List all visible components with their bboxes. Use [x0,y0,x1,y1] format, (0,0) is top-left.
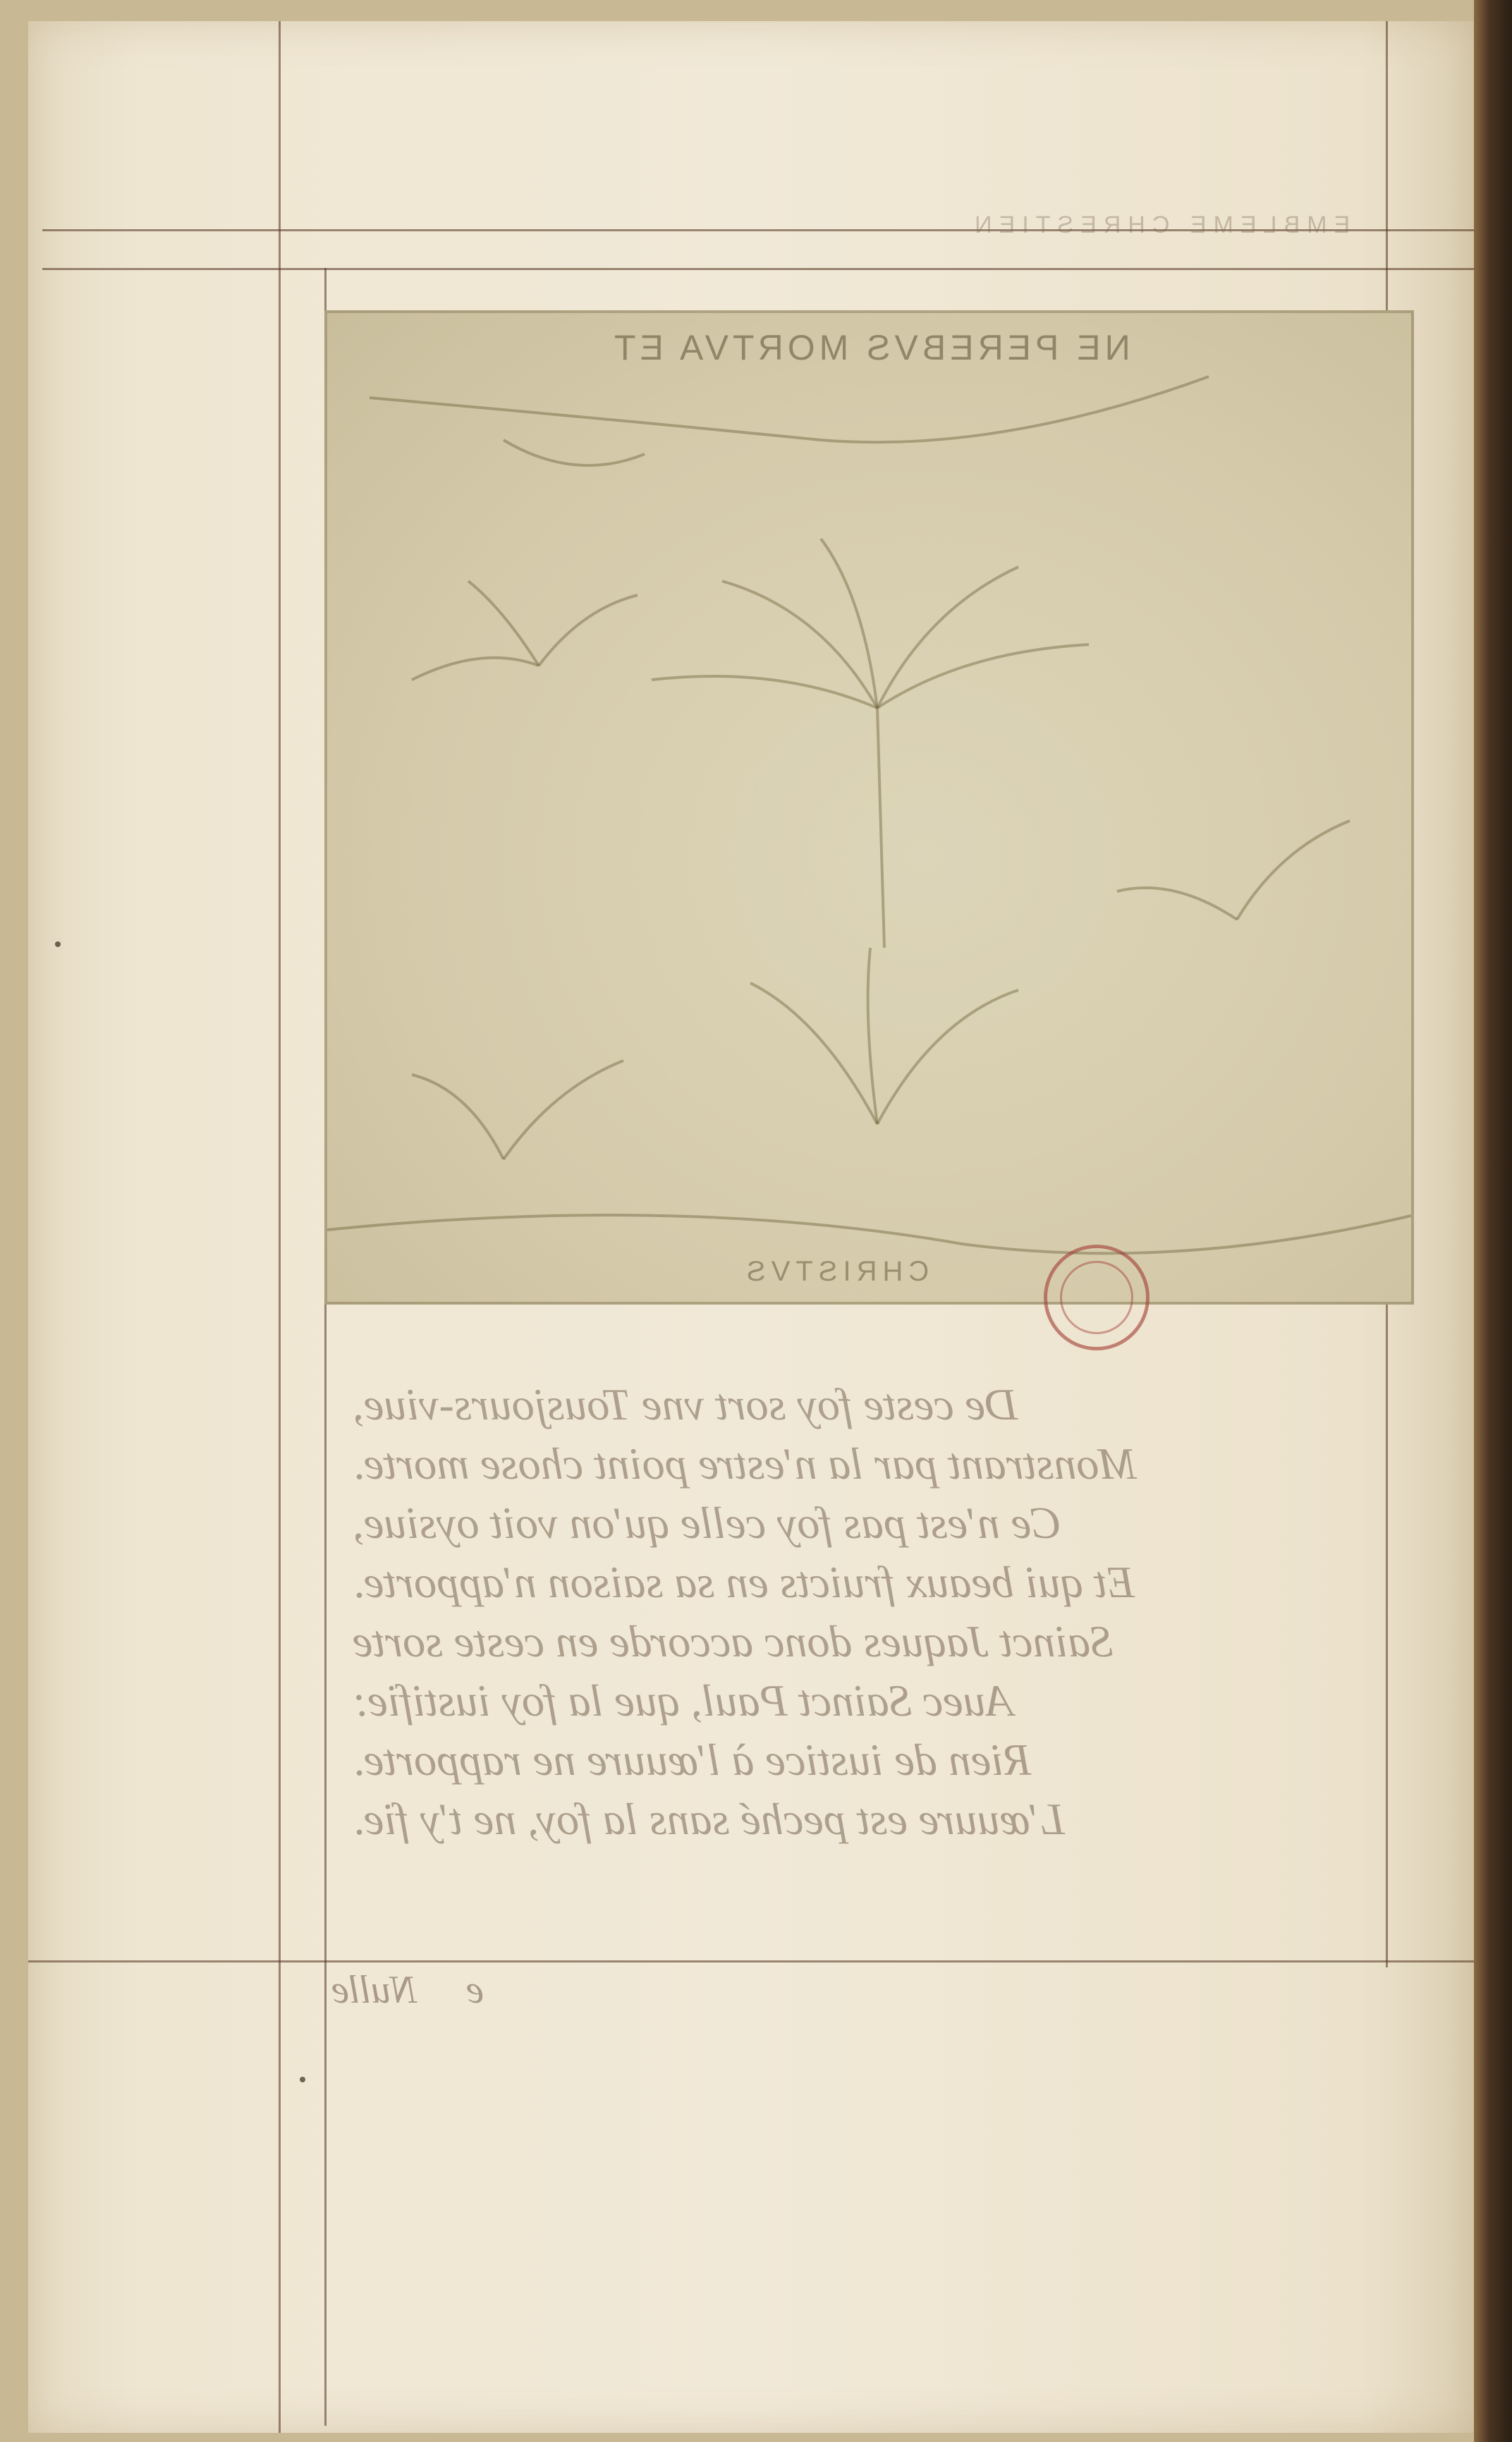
verse-line: Sainct Jaques donc accorde en ceste sorte [353,1616,1114,1666]
ink-speck [300,2077,305,2082]
engraving-motto: NE PEREBVS MORTVA ET [610,328,1130,367]
verse-line: Rien de iustice à l'œuure ne rapporte. [353,1735,1032,1785]
verse-block [353,1375,1432,1849]
rule-vertical-left [279,21,281,2433]
rule-horizontal-bottom [28,1960,1474,1962]
engraving-caption: CHRISTVS [740,1256,929,1287]
ink-speck [55,941,61,947]
verse-line: Monstrant par la n'estre point chose morte. [353,1439,1137,1489]
rule-horizontal-top-2 [42,268,1474,270]
book-binding [1474,0,1512,2442]
library-stamp [1044,1245,1150,1350]
catchword: Nulle e [331,1968,484,2012]
verse-line: De ceste foy sort vne Tousjours-viue, [353,1379,1018,1429]
verse-line: Ce n'est pas foy celle qu'on voit oysiue, [353,1498,1061,1548]
signature-mark: e [466,1968,484,2012]
verse-line: Auec Sainct Paul, que la foy iustifie: [353,1675,1013,1726]
verse-line: L'œuure est peché sans la foy, ne t'y fie. [353,1794,1065,1844]
engraving-illustration [327,313,1411,1302]
running-title: EMBLEME CHRESTIEN [967,212,1350,238]
verse-line: Et qui beaux fruicts en sa saison n'apporte. [353,1557,1135,1607]
emblem-engraving [324,310,1414,1305]
